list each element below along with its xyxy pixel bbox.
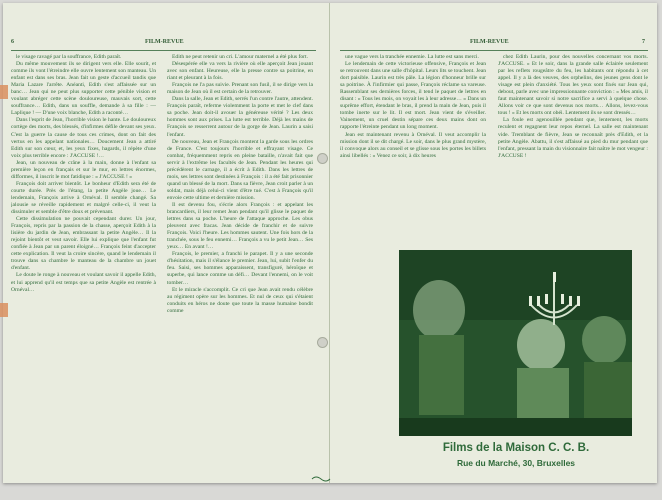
right-column-2 — [498, 54, 648, 242]
paragraph: Le doute le ronge à nouveau et voulant savoir il appelle Edith, et lui apprend qu'il est temps que sa petite Angèle est rentrée à Ornéval… — [11, 272, 156, 293]
tape-mark — [0, 85, 8, 99]
paragraph: Il est devenu fou, s'écrie alors François : et appelant les brancardiers, il leur remet Jean pendant qu'il glisse le paquet de lettres dans sa poche. L'heure de l'attaque approche. Les obus pleuvent avec fracas. Jean décide de franchir et de suivre François. Voici l'heure. Les hommes sautent. Une fois hors de la tranchée, sous le feu ennemi… François a vu le petit Jean… Ses yeux… En avant !… — [167, 201, 313, 251]
paragraph: Jean est maintenant revenu à Ornéval. Il veut accomplir la mission dont il se dit chargé. Le soir, dans le plus grand mystère, il convoque alors au conseil et se glisse sous les portes les billets ainsi libellés : « Venez ce soir, à dix heures — [340, 131, 486, 159]
paragraph: Jean, un nouveau de crâne à la main, donne à l'enfant sa première leçon en français et sur le mur, en lettres énormes, difformes, il inscrit le mot fatidique : « J'ACCUSE ! » — [11, 159, 156, 180]
paragraph: De nouveau, Jean et François montent la garde sous les ordres de France. C'est toujours l'horrible et effrayant visage. Ce combat, fréquemment repris en pleine bataille, n'avait fait que servir à l'extrême les facultés de Jean. Pendant les heures qui précédèrent le carnage, il a écrit à Edith. Dans les lettres de mois, ses lettres sont destinées à François : il a été fait prisonnier quand un blessé de la mort. Dans sa fièvre, Jean croit parler à un soldat, mais déjà celui-ci vient d'être tué. C'est à François qu'il envoie cette ultime et dernière mission. — [167, 138, 313, 201]
punch-hole — [317, 153, 328, 164]
paragraph: Du même mouvement ils se dirigent vers elle. Elle sourit, et comme ils vont l'étreindre elle ouvre lentement son manteau. Un enfant est dans ses bras. Jean fait un geste d'accueil tandis que Maria Lazare l'arrête. Anéanti, Edith s'est affaissée sur un banc… Jean qui ne peut plus supporter cette pénible vision et voulant abréger cette scène douloureuse, mauvais sort, cette souffrance… Edith, dans un souffle, demande à sa fille : — Laplique ! — D'une voix blanche, Edith a raconté… — [11, 61, 156, 117]
paragraph: Edith ne peut retenir un cri. L'amour maternel a été plus fort. — [172, 54, 308, 60]
tape-mark — [0, 303, 8, 317]
paragraph: Dans l'esprit de Jean, l'horrible vision le hante. Le douloureux cortège des morts, des blessés, d'infirmes défile devant ses yeux. C'est la guerre la cause de tous ces crimes, dont on fait des vertus en les appelant nationales… Doucement Jean a attiré Edith sur son cœur, et, les yeux fixes, hagards, il répète d'une voix plus terrible encore : J'ACCUSE !… — [11, 117, 156, 159]
film-still-photo — [399, 250, 632, 436]
caption-title: Films de la Maison C. C. B. — [442, 442, 590, 454]
header-rule-right — [340, 50, 648, 51]
left-page — [3, 3, 330, 483]
paragraph: Le lendemain de cette victorieuse offensive, François et Jean se retrouvent dans une salle d'hôpital. Leurs lits se touchent. Jean dort paisible. Laurin est très pâle. La légion d'honneur brille sur sa poitrine. À l'infirmier qui passe, François réclame sa vareuse. Rassemblant ses dernières forces, il tend le paquet de lettres en disant : « Tous les mois, on voyait les à leur adresse… » Dans un suprême effort, étendant le bras, il prend la main de Jean, puis il tombe inerte sur le lit. Il est mort. Jean vient de s'éveiller. Vainement, un cruel destin sépare ces deux mains dont on rapporte l'étreinte pendant un long moment. — [340, 61, 486, 131]
ornament-icon — [311, 475, 331, 483]
header-left: FILM-REVUE — [145, 39, 184, 45]
paragraph: La foule est agenouillée pendant que, lentement, les morts reculent et regagnent leur repos éternel. La salle est maintenant vide. Tremblant de fièvre, Jean se reconnaît près d'Edith, et la petite Angèle. Abattu, il s'est affaissé au pied du mur pendant que l'enfant, pressant la main du visionnaire fait naître le mot vengeur : J'ACCUSE ! — [498, 117, 648, 159]
left-column-1 — [11, 54, 156, 476]
paragraph: François, le premier, a franchi le parapet. Il y a une seconde d'hésitation, mais il s'élance le premier. Jean, lui, subit l'enfer du feu. Saisi, ses hommes apparaissent, transfiguré, héroïque et superbe, qui lance comme un défi… Devant l'ennemi, on le voit tomber… — [167, 251, 313, 286]
paragraph: François doit arriver bientôt. Le bonheur d'Edith sera été de courte durée. Près de l'étang, la petite Angèle joue… Le lendemain, François arrive à Ornéval. Il semble changé. Sa jalousie se réveille rapidement et malgré celle-ci, il veut la dissimuler et semble d'être doux et prévenant. — [11, 180, 156, 216]
paragraph: Cette dissimulation ne pouvait cependant durer. Un jour, François, repris par la passion de la chasse, aperçoit Edith à la lisière du jardin de Jean, embrassant la petite Angèle… Il la rejoint bientôt et veut savoir. Elle lui explique que l'enfant fut confiée à Jean par un parent éloigné… François feint d'accepter cette explication. Il veut la croire sincère, quand le lendemain il trouve dans sa chambre le manteau de la chambre un jouet d'enfant. — [11, 216, 156, 272]
punch-hole — [317, 337, 328, 348]
paragraph: le visage ravagé par la souffrance, Edith paraît. — [16, 54, 122, 60]
paragraph: François ne l'a pas suivie. Prenant son fusil, il se dirige vers la maison de Jean où il est certain de la retrouver. — [167, 82, 313, 96]
caption-address: Rue du Marché, 30, Bruxelles — [456, 458, 576, 468]
paragraph: Dans la salle, Jean et Edith, serrés l'un contre l'autre, attendent. François paraît, referme violemment la porte et met le clef dans sa poche. Jean doit-il avouer la généreuse vérité ? Les deux hommes sont aux prises. La lutte est terrible. Déjà les mains de François se resserrent autour de la gorge de Jean. Laurin a saisi l'enfant. — [167, 96, 313, 138]
page-number-left: 6 — [11, 39, 14, 45]
right-page — [330, 3, 657, 483]
paragraph: une vague vers la tranchée ennemie. La lutte est sans merci. — [345, 54, 479, 60]
paragraph: Désespérée elle va vers la rivière où elle aperçoit Jean jouant avec son enfant. Heureuse, elle la presse contre sa poitrine, en riant et pleurant à la fois. — [167, 61, 313, 82]
right-column-1 — [340, 54, 486, 242]
header-rule-left — [11, 50, 316, 51]
paragraph: chez Edith Laurin, pour des nouvelles concernant vos morts. J'ACCUSE. » Et le soir, dans la grande salle éclairée seulement par les reflets rougeâtre du feu, les habitants ont répondu à cet appel. Il y a là des veuves, des orphelins, des jeunes gens dont le visage est plein d'anxiété. Tous les yeux sont fixés sur Jean qui, debout, parle avec une impressionnante conviction : « Mes amis, il faut maintenant savoir si notre sacrifice a servi à quelque chose. Allons voir ce que sont devenus nos morts… Allons, levez-vous tous ! » Et les morts ont obéi. Lentement ils se sont dressés… — [498, 54, 648, 117]
header-right: FILM-REVUE — [470, 39, 509, 45]
page-number-right: 7 — [642, 39, 645, 45]
paragraph: Et le miracle s'accomplit. Ce cri que Jean avait rendu célèbre au régiment opère sur les hommes. Et nul de ceux qui s'étaient conduits en héros ne doute que toute la masse humaine bondit comme — [167, 286, 313, 314]
magazine-spread — [3, 3, 657, 483]
left-column-2 — [167, 54, 313, 476]
